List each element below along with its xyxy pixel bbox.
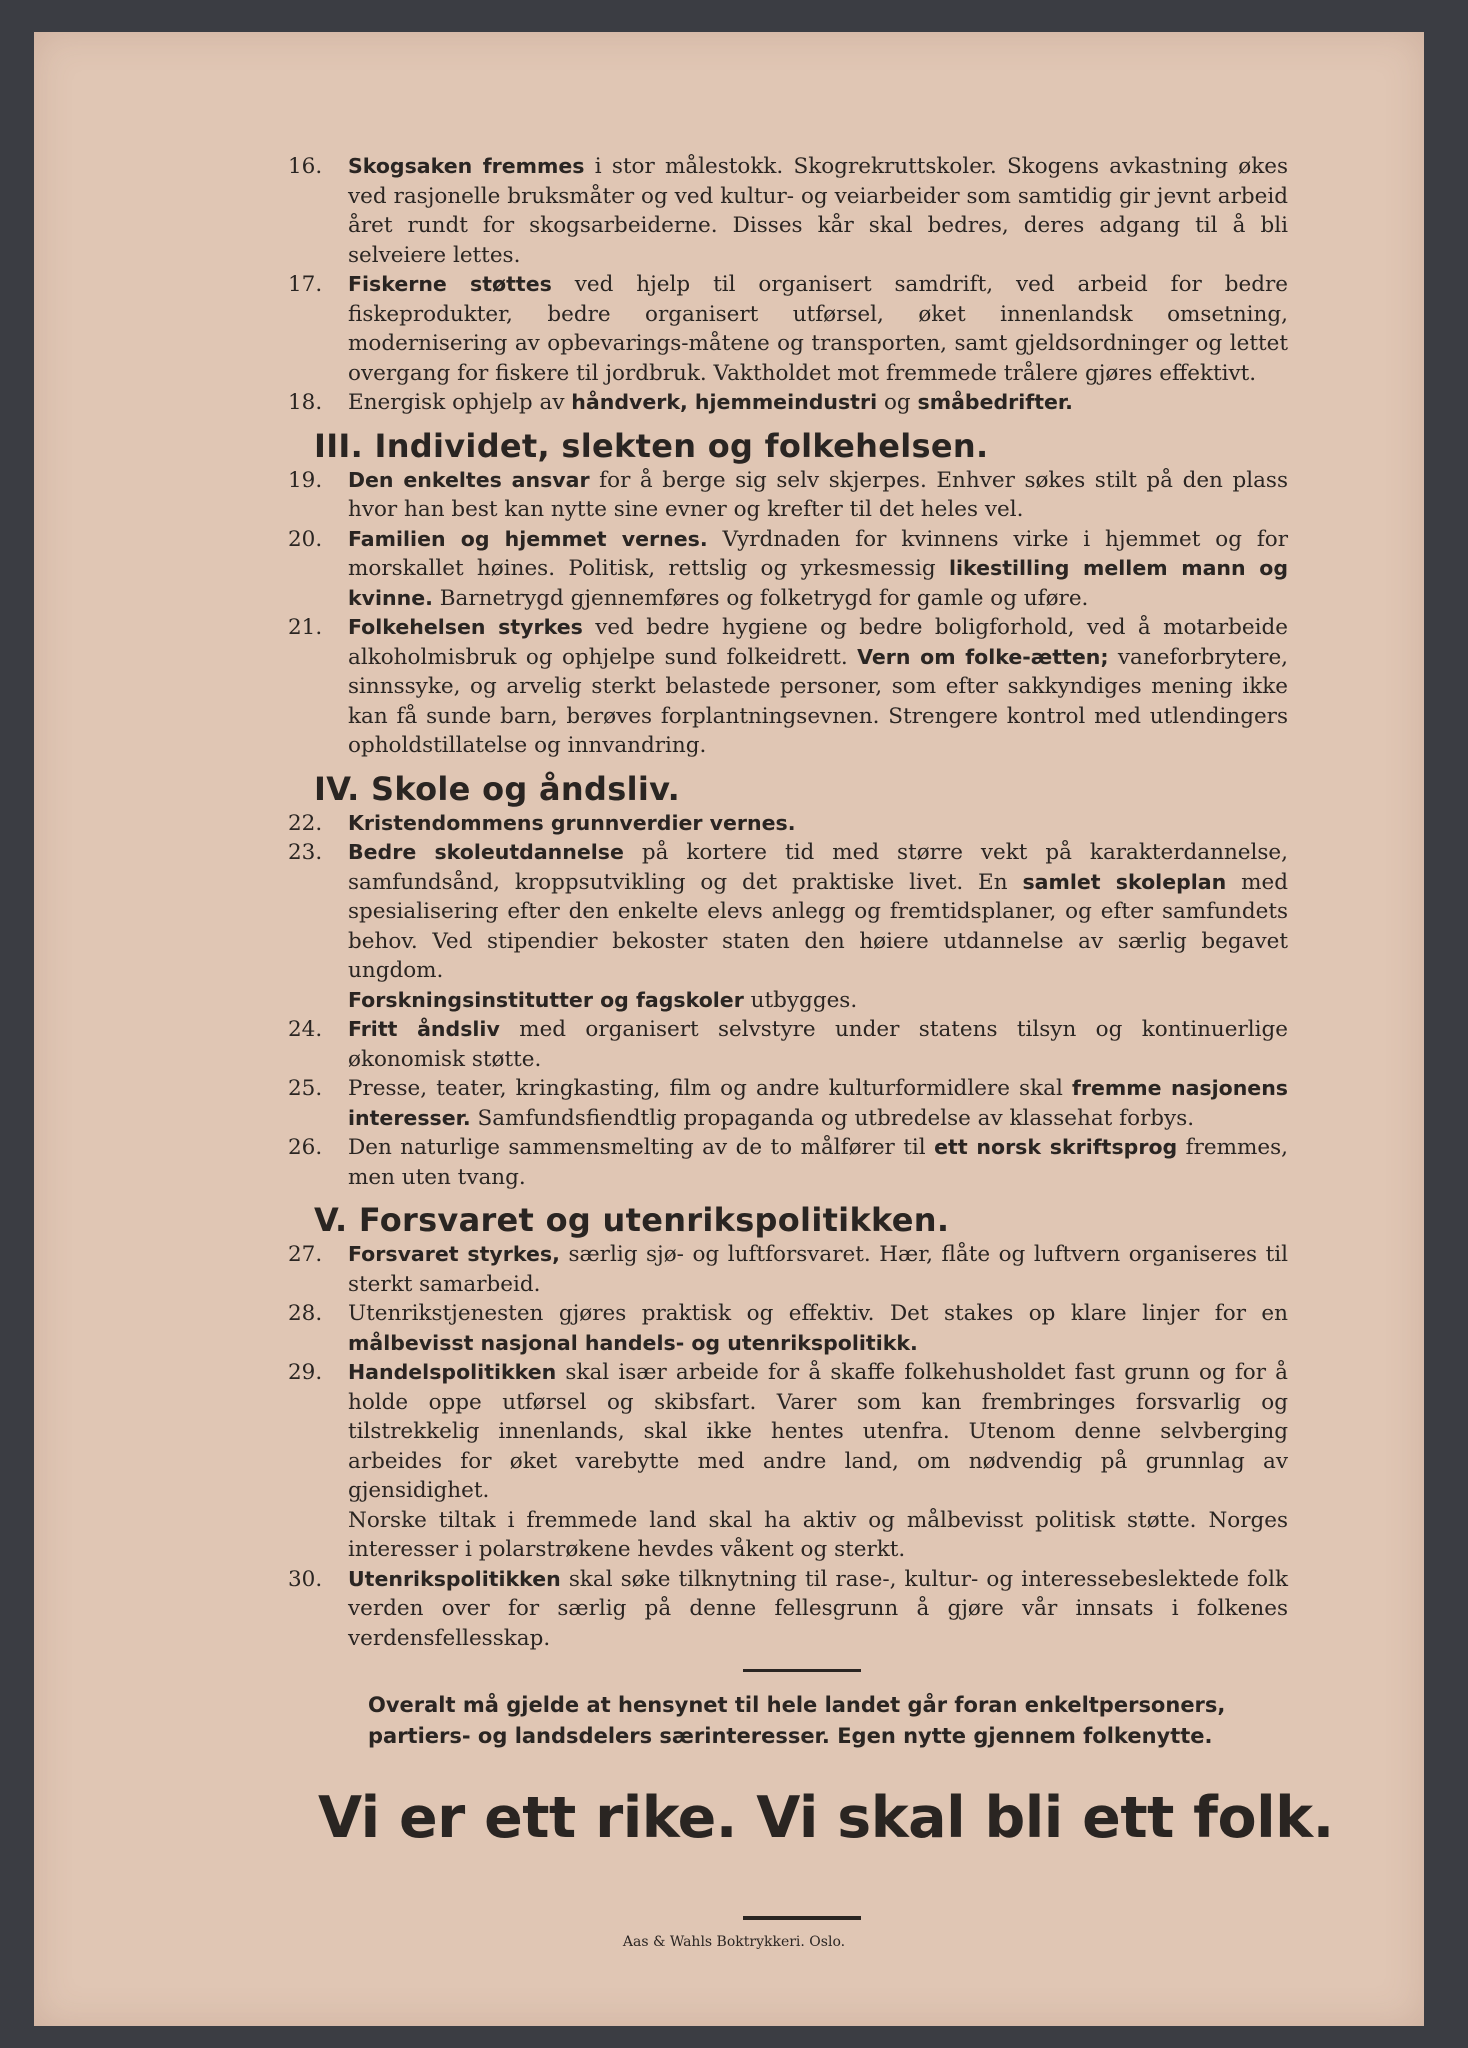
body-text: ved hjelp til organisert samdrift, ved arbeid for bedre fiskeprodukter, bedre organisert utførsel, øket innenlandsk omsetning, modernisering av opbevarings-måtene og transporten, samt gjeldsordninger og lettet overgang for fiskere til jordbruk. Vaktholdet mot fremmede trålere gjøres effektivt. — [348, 272, 1288, 386]
emphasis-text: Skogsaken fremmes — [348, 154, 585, 178]
body-text: skal især arbeide for å skaffe folkehusholdet fast grunn og for å holde oppe utførsel og skibsfart. Varer som kan frembringes forsvarlig og tilstrekkelig innenlands, skal ikke hentes utenfra. Utenom denne selvberging arbeides for øket varebytte med andre land, om nødvendig på grunnlag av gjensidighet. — [348, 1360, 1288, 1503]
body-text: ved bedre hygiene og bedre boligforhold, ved å motarbeide alkoholmisbruk og ophjelpe sund folkeidrett. — [348, 615, 1289, 670]
section-heading-3: III. Individet, slekten og folkehelsen. — [314, 426, 989, 465]
emphasis-text: målbevisst nasjonal handels- og utenrikspolitikk. — [348, 1330, 918, 1355]
body-text: med spesialisering efter den enkelte elevs anlegg og fremtidsplaner, og efter samfundets behov. Ved stipendier bekoster staten den høiere utdannelse av særlig begavet ungdom. — [348, 869, 1288, 983]
body-text: Samfundsfiendtlig propaganda og utbredelse av klassehat forbys. — [470, 1105, 1195, 1131]
item-text — [348, 1015, 1288, 1074]
program-item — [288, 1299, 1288, 1358]
emphasis-text: samlet skoleplan — [1022, 869, 1227, 894]
section-heading-4: IV. Skole og åndsliv. — [314, 769, 681, 808]
item-number: 24. — [288, 1017, 323, 1042]
item-number: 28. — [288, 1301, 323, 1326]
item-text — [348, 1240, 1288, 1299]
closing-statement: Overalt må gjelde at hensynet til hele landet går foran enkeltpersoners, partiers- og landsdelers særinteresser. Egen nytte gjennem folkenytte. — [368, 1693, 1226, 1748]
program-item — [288, 1565, 1288, 1654]
emphasis-text: Bedre skoleutdannelse — [348, 840, 624, 864]
emphasis-text: håndverk, hjemmeindustri — [571, 390, 878, 414]
item-number: 19. — [288, 467, 323, 493]
emphasis-text: Den enkeltes ansvar — [348, 467, 590, 492]
body-text: skal søke tilknytning til rase-, kultur- og interessebeslektede folk verden over for særlig på denne fellesgrunn å gjøre vår innsats i folkenes verdensfellesskap. — [348, 1566, 1288, 1651]
item-list-d — [288, 1240, 1288, 1653]
program-item — [288, 613, 1288, 761]
emphasis-text: likestilling mellem mann og kvinne. — [348, 556, 1288, 610]
item-text — [348, 1074, 1288, 1133]
emphasis-text: Fritt åndsliv — [348, 1017, 500, 1041]
item-text — [348, 1299, 1288, 1358]
emphasis-text: fremme nasjonens interesser. — [348, 1076, 1289, 1130]
emphasis-text: Vern om folke-ætten; — [857, 644, 1109, 669]
item-number: 30. — [288, 1566, 323, 1592]
program-item — [288, 388, 1288, 418]
item-number: 25. — [288, 1076, 323, 1101]
body-text: med organisert selvstyre under statens tilsyn og kontinuerlige økonomisk støtte. — [348, 1017, 1289, 1072]
emphasis-text: Folkehelsen styrkes — [348, 615, 583, 639]
item-number: 18. — [288, 390, 323, 415]
document-body — [288, 152, 1334, 1920]
item-number: 29. — [288, 1360, 323, 1385]
body-text: Energisk ophjelp av — [348, 390, 572, 415]
bottom-divider-rule — [743, 1916, 861, 1920]
item-number: 20. — [288, 526, 323, 552]
divider-rule — [743, 1669, 861, 1672]
program-item — [288, 1240, 1288, 1299]
emphasis-text: Fiskerne støttes — [348, 272, 552, 296]
body-text: Norske tiltak i fremmede land skal ha aktiv og målbevisst politisk støtte. Norges interesser i polarstrøkene hevdes våkent og sterkt. — [348, 1507, 1288, 1562]
body-text: på kortere tid med større vekt på karakterdannelse, samfundsånd, kroppsutvikling og det praktiske livet. En — [348, 840, 1288, 895]
item-number: 21. — [288, 615, 323, 640]
item-number: 17. — [288, 272, 323, 297]
item-list-b — [288, 466, 1288, 761]
printer-imprint: Aas & Wahls Boktrykkeri. Oslo. — [622, 1934, 846, 1950]
emphasis-text: Utenrikspolitikken — [348, 1566, 561, 1591]
body-text: Barnetrygd gjennemføres og folketrygd for gamle og uføre. — [432, 585, 1089, 611]
item-list-c — [288, 809, 1288, 1193]
emphasis-text: Forsvaret styrkes, — [348, 1242, 560, 1266]
body-text: Den naturlige sammensmelting av de to målfører til — [348, 1135, 935, 1160]
program-item — [288, 525, 1288, 614]
emphasis-text: Forskningsinstitutter og fagskoler — [348, 987, 744, 1012]
section-heading-5: V. Forsvaret og utenrikspolitikken. — [314, 1201, 950, 1239]
item-text — [348, 525, 1288, 614]
program-item — [288, 1358, 1288, 1565]
program-item — [288, 1133, 1288, 1192]
program-item — [288, 1074, 1288, 1133]
body-text: vaneforbrytere, sinnssyke, og arvelig sterkt belastede personer, som efter sakkyndiges mening ikke kan få sunde barn, berøves forplantningsevnen. Strengere kontrol med utlendingers opholdstillatelse og innvandring. — [348, 644, 1289, 758]
emphasis-text: Kristendommens grunnverdier vernes. — [348, 810, 796, 835]
emphasis-text: Handelspolitikken — [348, 1360, 557, 1384]
program-item — [288, 809, 1288, 839]
body-text: Presse, teater, kringkasting, film og andre kulturformidlere skal — [348, 1076, 1072, 1101]
body-text: særlig sjø- og luftforsvaret. Hær, flåte og luftvern organiseres til sterkt samarbeid. — [348, 1242, 1288, 1297]
body-text: i stor målestokk. Skogrekruttskoler. Skogens avkastning økes ved rasjonelle bruksmåter og ved kultur- og veiarbeider som samtidig gir jevnt arbeid året rundt for skogsarbeiderne. Disses kår skal bedres, deres adgang til å bli selveiere lettes. — [348, 154, 1288, 268]
item-number: 27. — [288, 1242, 323, 1267]
program-item — [288, 1015, 1288, 1074]
emphasis-text: Familien og hjemmet vernes. — [348, 526, 708, 551]
emphasis-text: småbedrifter. — [917, 390, 1073, 414]
program-item — [288, 270, 1288, 388]
body-text: og — [877, 390, 918, 415]
item-number: 22. — [288, 810, 323, 836]
item-number: 26. — [288, 1135, 323, 1160]
item-text — [348, 809, 1288, 839]
item-text — [348, 152, 1288, 270]
body-text: Vyrdnaden for kvinnens virke i hjemmet og for morskallet høines. Politisk, rettslig og yrkesmessig — [348, 526, 1289, 581]
item-text — [348, 270, 1288, 388]
item-number: 16. — [288, 154, 323, 179]
body-text: fremmes, men uten tvang. — [348, 1135, 1288, 1190]
item-text — [348, 1133, 1288, 1192]
body-text: for å berge sig selv skjerpes. Enhver søkes stilt på den plass hvor han best kan nytte sine evner og krefter til det heles vel. — [348, 467, 1288, 522]
item-text — [348, 466, 1288, 525]
item-number: 23. — [288, 840, 323, 865]
item-list-a — [288, 152, 1288, 418]
emphasis-text: ett norsk skriftsprog — [934, 1135, 1178, 1159]
body-text: Utenrikstjenesten gjøres praktisk og effektiv. Det stakes op klare linjer for en — [348, 1301, 1288, 1326]
item-text — [348, 1565, 1288, 1654]
body-text: utbygges. — [743, 987, 858, 1013]
item-text — [348, 613, 1288, 761]
item-text — [348, 388, 1288, 418]
program-item — [288, 838, 1288, 1015]
item-text — [348, 838, 1288, 1015]
program-item — [288, 466, 1288, 525]
slogan: Vi er ett rike. Vi skal bli ett folk. — [318, 1785, 1334, 1851]
item-text — [348, 1358, 1288, 1565]
program-item — [288, 152, 1288, 270]
